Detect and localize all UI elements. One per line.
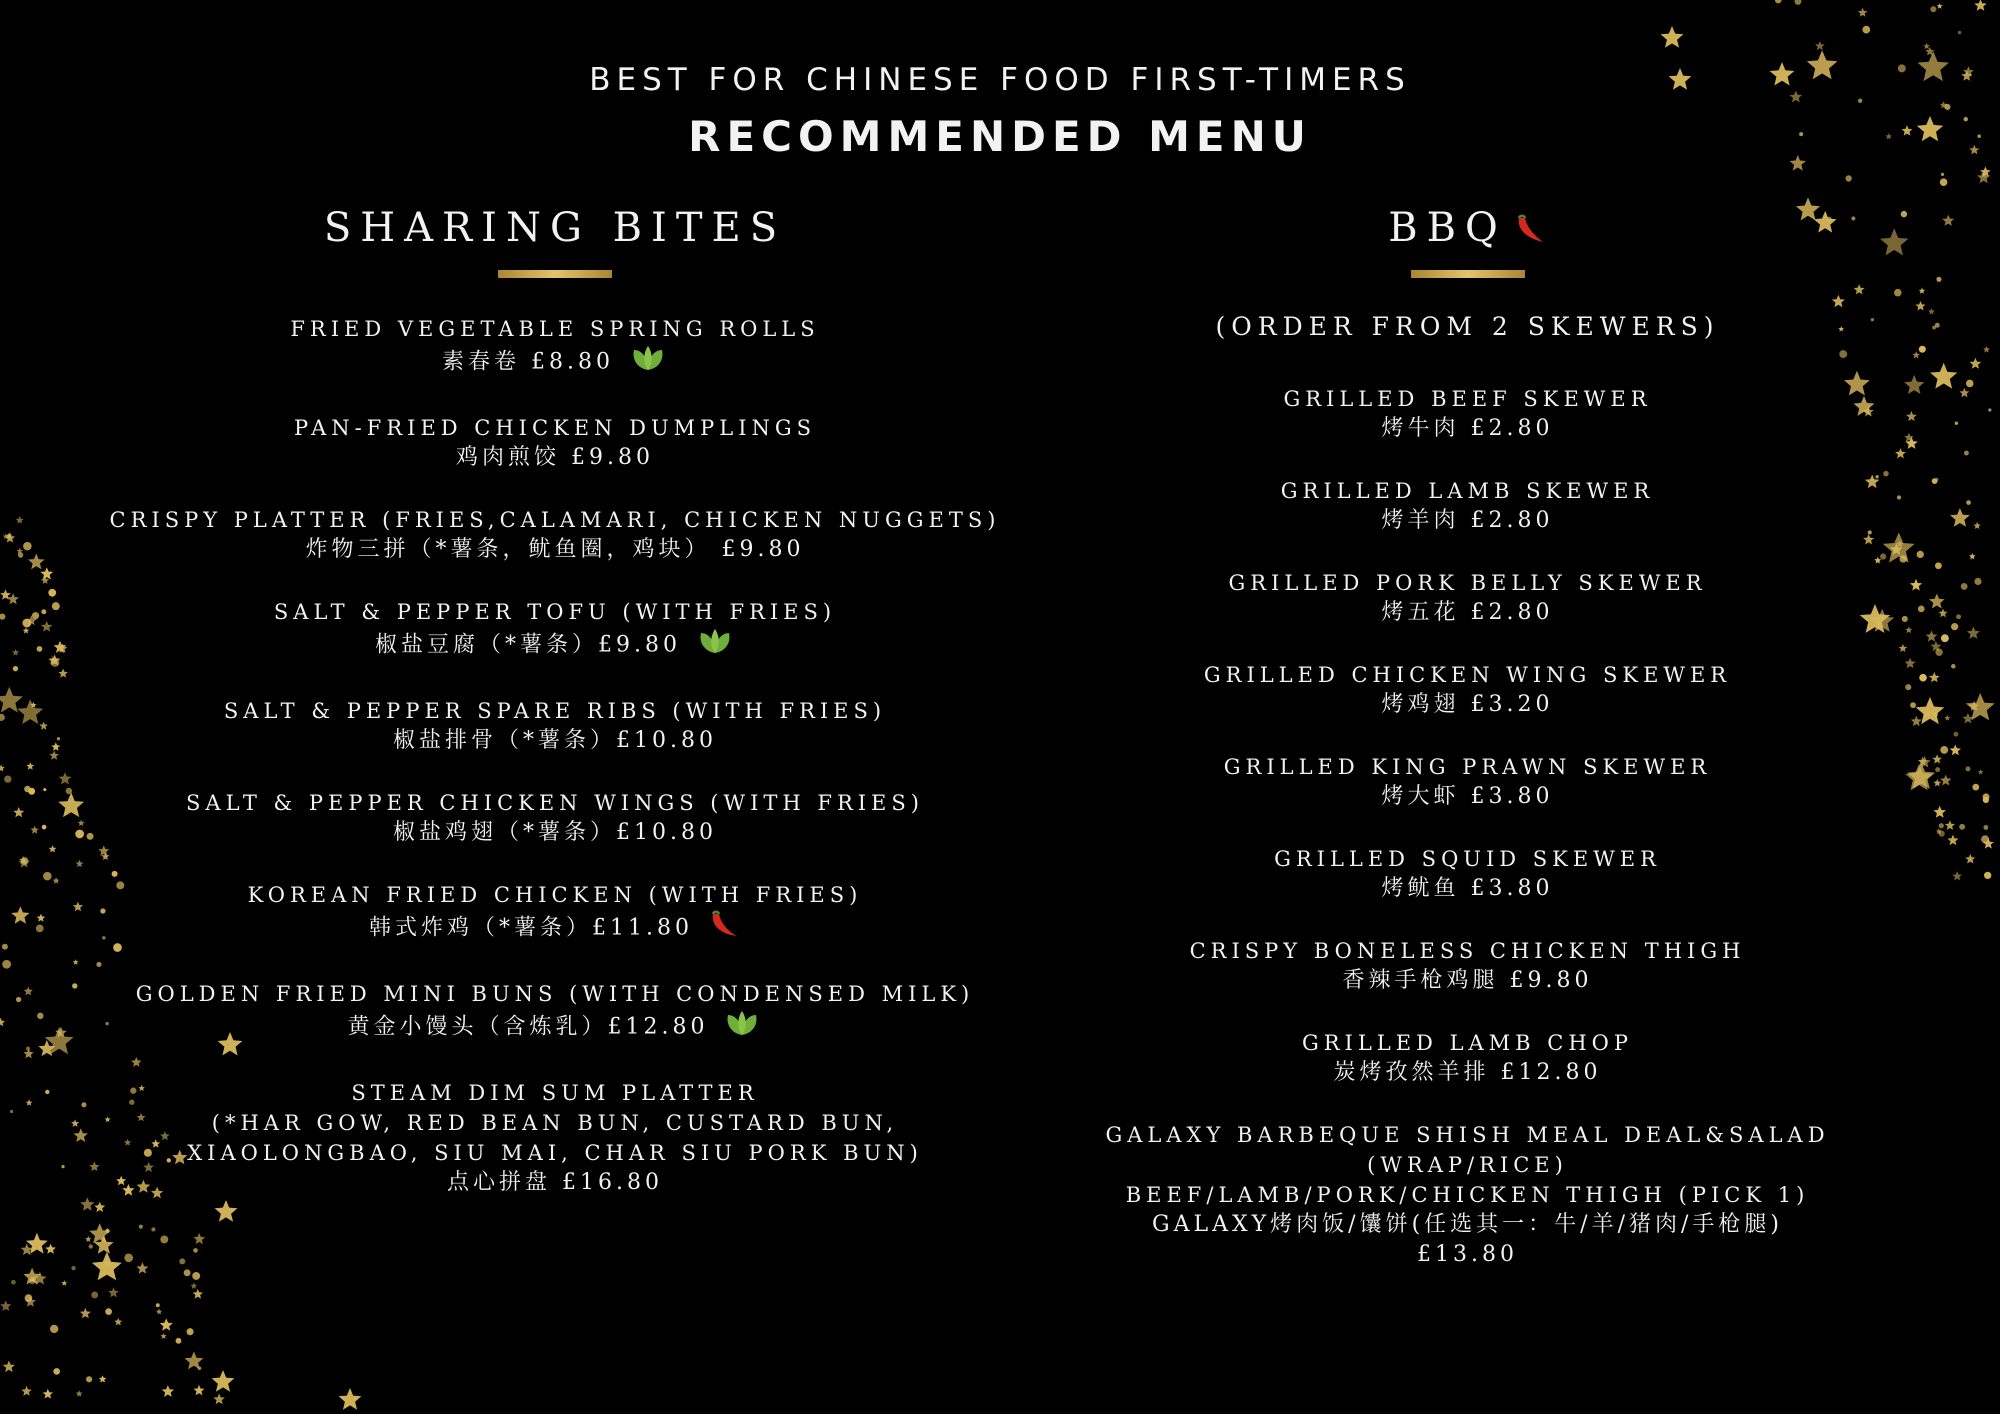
item-name: GRILLED LAMB SKEWER (1280, 479, 1655, 503)
menu-item (1080, 752, 1855, 812)
sharing-bites-section (100, 200, 1010, 1230)
menu-item (1080, 1028, 1855, 1088)
item-chinese-price: 香辣手枪鸡腿 £9.80 (1342, 968, 1593, 993)
menu-header (0, 62, 2000, 161)
item-name: CRISPY PLATTER (FRIES,CALAMARI, CHICKEN NUGGETS) (109, 508, 1001, 532)
menu-item (100, 413, 1010, 473)
menu-title: RECOMMENDED MENU (688, 112, 1312, 161)
item-chinese-price: 烤鸡翅 £3.20 (1381, 692, 1554, 717)
item-chinese-price: 炸物三拼（*薯条，鱿鱼圈，鸡块） £9.80 (305, 537, 805, 562)
item-name: GRILLED KING PRAWN SKEWER (1223, 755, 1712, 779)
bbq-heading (1080, 200, 1855, 256)
bbq-heading-text: BBQ (1388, 205, 1507, 251)
item-name: GRILLED CHICKEN WING SKEWER (1203, 663, 1732, 687)
item-chinese-price (100, 344, 1010, 381)
menu-item (1080, 476, 1855, 536)
item-chinese-price: 鸡肉煎饺 £9.80 (456, 445, 654, 470)
vegetarian-leaf-icon (695, 627, 735, 664)
vegetarian-leaf-icon (628, 344, 668, 381)
menu-item (100, 979, 1010, 1046)
menu-item (100, 1078, 1010, 1198)
item-name: GRILLED SQUID SKEWER (1274, 847, 1661, 871)
menu-subtitle: BEST FOR CHINESE FOOD FIRST-TIMERS (589, 62, 1411, 98)
item-chinese-price: 椒盐鸡翅（*薯条）£10.80 (393, 820, 717, 845)
item-chinese-price: 椒盐排骨（*薯条）£10.80 (393, 728, 717, 753)
item-chinese-price: 烤羊肉 £2.80 (1381, 508, 1554, 533)
item-description: XIAOLONGBAO, SIU MAI, CHAR SIU PORK BUN) (187, 1141, 923, 1165)
menu-item (1080, 660, 1855, 720)
item-chinese-price: 烤牛肉 £2.80 (1381, 416, 1554, 441)
item-name: STEAM DIM SUM PLATTER (351, 1081, 759, 1105)
item-chinese-price: 炭烤孜然羊排 £12.80 (1333, 1060, 1602, 1085)
menu-item (100, 314, 1010, 381)
sharing-bites-list (100, 314, 1010, 1198)
item-chinese-price-text: 韩式炸鸡（*薯条）£11.80 (369, 915, 693, 941)
item-name: GRILLED LAMB CHOP (1301, 1031, 1634, 1055)
chili-icon (1513, 203, 1547, 259)
chili-icon (707, 910, 741, 947)
vegetarian-leaf-icon (722, 1009, 762, 1046)
menu-item (1080, 384, 1855, 444)
item-chinese-price: 点心拼盘 £16.80 (447, 1170, 663, 1195)
menu-item (1080, 1120, 1855, 1270)
item-chinese-price (100, 627, 1010, 664)
sharing-bites-heading: SHARING BITES (323, 205, 787, 251)
item-name: FRIED VEGETABLE SPRING ROLLS (290, 317, 820, 341)
item-name: SALT & PEPPER SPARE RIBS (WITH FRIES) (223, 699, 887, 723)
menu-item (100, 597, 1010, 664)
bbq-section (1080, 200, 1855, 1302)
menu-item (100, 880, 1010, 947)
item-name: GRILLED BEEF SKEWER (1283, 387, 1652, 411)
menu-item (1080, 844, 1855, 904)
item-description: (WRAP/RICE) (1367, 1153, 1568, 1177)
item-chinese-price-text: 黄金小馒头（含炼乳）£12.80 (347, 1014, 709, 1040)
item-name: CRISPY BONELESS CHICKEN THIGH (1189, 939, 1746, 963)
bbq-list (1080, 310, 1855, 1270)
item-chinese-price (100, 1009, 1010, 1046)
item-name: PAN-FRIED CHICKEN DUMPLINGS (293, 416, 817, 440)
item-name: GRILLED PORK BELLY SKEWER (1228, 571, 1707, 595)
item-name: SALT & PEPPER CHICKEN WINGS (WITH FRIES) (186, 791, 924, 815)
item-name: GALAXY BARBEQUE SHISH MEAL DEAL&SALAD (1105, 1123, 1830, 1147)
item-description: (*HAR GOW, RED BEAN BUN, CUSTARD BUN, (211, 1111, 899, 1135)
menu-item (1080, 568, 1855, 628)
item-price: £13.80 (1417, 1242, 1518, 1267)
item-name: GOLDEN FRIED MINI BUNS (WITH CONDENSED MILK) (135, 982, 975, 1006)
order-note: (ORDER FROM 2 SKEWERS) (1215, 312, 1720, 341)
item-description: BEEF/LAMB/PORK/CHICKEN THIGH (PICK 1) (1125, 1183, 1810, 1207)
item-name: KOREAN FRIED CHICKEN (WITH FRIES) (247, 883, 863, 907)
item-name: SALT & PEPPER TOFU (WITH FRIES) (273, 600, 837, 624)
item-chinese-price: 烤五花 £2.80 (1381, 600, 1554, 625)
menu-item (100, 788, 1010, 848)
heading-underline (1411, 270, 1525, 278)
item-chinese-price (100, 910, 1010, 947)
item-chinese-price-text: 素春卷 £8.80 (442, 349, 614, 375)
menu-item (100, 505, 1010, 565)
item-chinese-price-text: 椒盐豆腐（*薯条）£9.80 (375, 632, 681, 658)
heading-underline (498, 270, 612, 278)
menu-item (100, 696, 1010, 756)
item-chinese-name: GALAXY烤肉饭/馕饼(任选其一：牛/羊/猪肉/手枪腿) (1152, 1212, 1783, 1237)
menu-item (1080, 936, 1855, 996)
item-chinese-price: 烤大虾 £3.80 (1381, 784, 1554, 809)
item-chinese-price: 烤鱿鱼 £3.80 (1381, 876, 1554, 901)
